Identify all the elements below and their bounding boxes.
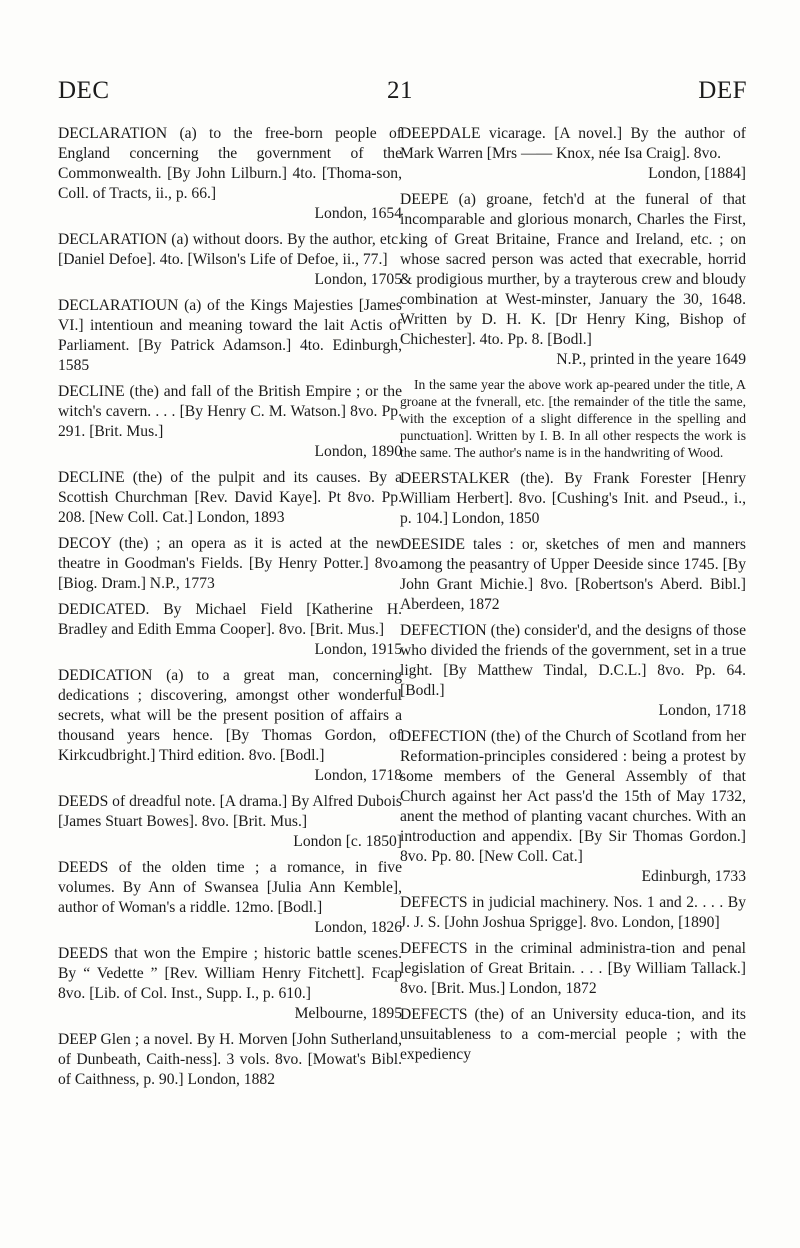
entry: DECLARATION (a) to the free-born people of England concerning the government of the Commonwealth. [By John Lilburn.] 4to. [Thoma-son, Coll. of Tracts, ii., p. 66.] London, 1654 bbox=[58, 125, 402, 222]
entry-note: In the same year the above work ap-peared under the title, A groane at the fvnerall, etc. [the remainder of the title the same, with the exception of a slight difference in the spelling and punctuation]. Written by I. B. In all other respects the work is the same. The author's name is in the handwriting of Wood. bbox=[400, 377, 746, 460]
entry: DEFECTS (the) of an University educa-tion, and its unsuitableness to a com-mercial people ; with the expediency bbox=[400, 1006, 746, 1063]
entry: DEEP Glen ; a novel. By H. Morven [John Sutherland, of Dunbeath, Caith-ness]. 3 vols. 8vo. [Mowat's Bibl. of Caithness, p. 90.] London, 1882 bbox=[58, 1031, 402, 1088]
entry: DEFECTION (the) of the Church of Scotland from her Reformation-principles considered : being a protest by some members of the General Assembly of that Church against her Act pass'd the 15th of May 1732, anent the method of planting vacant churches. With an introduction and appendix. [By Sir Thomas Gordon.] 8vo. Pp. 80. [New Coll. Cat.] Edinburgh, 1733 bbox=[400, 728, 746, 885]
entry: DEEPDALE vicarage. [A novel.] By the author of Mark Warren [Mrs —— Knox, née Isa Craig]. 8vo. London, [1884] bbox=[400, 125, 746, 182]
entry: DEEDS of the olden time ; a romance, in five volumes. By Ann of Swansea [Julia Ann Kemble], author of Woman's a riddle. 12mo. [Bodl.] London, 1826 bbox=[58, 859, 402, 936]
entry: DEDICATION (a) to a great man, concerning dedications ; discovering, amongst other wonderful secrets, what will be the present position of affairs a thousand years hence. [By Thomas Gordon, of Kirkcudbright.] Third edition. 8vo. [Bodl.] London, 1718 bbox=[58, 667, 402, 784]
page-number: 21 bbox=[387, 77, 413, 104]
entry: DECLINE (the) and fall of the British Empire ; or the witch's cavern. . . . [By Henry C. M. Watson.] 8vo. Pp. 291. [Brit. Mus.] London, 1890 bbox=[58, 383, 402, 460]
entry: DEESIDE tales : or, sketches of men and manners among the peasantry of Upper Deeside since 1745. [By John Grant Michie.] 8vo. [Robertson's Aberd. Bibl.] Aberdeen, 1872 bbox=[400, 536, 746, 613]
header-left-guideword: DEC bbox=[58, 77, 110, 104]
entry: DECLINE (the) of the pulpit and its causes. By a Scottish Churchman [Rev. David Kaye]. Pt 8vo. Pp. 208. [New Coll. Cat.] London, 1893 bbox=[58, 469, 402, 526]
left-column bbox=[58, 124, 402, 1096]
right-column bbox=[400, 124, 746, 1071]
entry: DECLARATIOUN (a) of the Kings Majesties [James VI.] intentioun and meaning toward the lait Actis of Parliament. [By Patrick Adamson.] 4to. Edinburgh, 1585 bbox=[58, 297, 402, 374]
entry: DEEPE (a) groane, fetch'd at the funeral of that incomparable and glorious monarch, Charles the First, king of Great Britaine, France and Ireland, etc. ; on whose sacred person was acted that execrable, horrid & prodigious murther, by a trayterous crew and bloudy combination at West-minster, January the 30, 1648. Written by D. H. K. [Dr Henry King, Bishop of Chichester]. 4to. Pp. 8. [Bodl.] N.P., printed in the yeare 1649 bbox=[400, 191, 746, 368]
entry: DECOY (the) ; an opera as it is acted at the new theatre in Goodman's Fields. [By Henry Potter.] 8vo. [Biog. Dram.] N.P., 1773 bbox=[58, 535, 402, 592]
entry: DEFECTION (the) consider'd, and the designs of those who divided the friends of the government, set in a true light. [By Matthew Tindal, D.C.L.] 8vo. Pp. 64. [Bodl.] London, 1718 bbox=[400, 622, 747, 719]
entry: DEEDS of dreadful note. [A drama.] By Alfred Dubois [James Stuart Bowes]. 8vo. [Brit. Mus.] London [c. 1850] bbox=[58, 793, 402, 850]
header-right-guideword: DEF bbox=[698, 77, 747, 104]
entry: DEDICATED. By Michael Field [Katherine H. Bradley and Edith Emma Cooper]. 8vo. [Brit. Mus.] London, 1915 bbox=[58, 601, 402, 658]
entry: DEFECTS in judicial machinery. Nos. 1 and 2. . . . By J. J. S. [John Joshua Sprigge]. 8vo. London, [1890] bbox=[400, 894, 746, 931]
entry: DEFECTS in the criminal administra-tion and penal legislation of Great Britain. . . . [By William Tallack.] 8vo. [Brit. Mus.] London, 1872 bbox=[400, 940, 746, 997]
entry: DEERSTALKER (the). By Frank Forester [Henry William Herbert]. 8vo. [Cushing's Init. and Pseud., i., p. 104.] London, 1850 bbox=[400, 470, 746, 527]
entry: DEEDS that won the Empire ; historic battle scenes. By “ Vedette ” [Rev. William Henry Fitchett]. Fcap 8vo. [Lib. of Col. Inst., Supp. I., p. 610.] Melbourne, 1895 bbox=[58, 945, 402, 1022]
running-header bbox=[0, 76, 800, 106]
entry: DECLARATION (a) without doors. By the author, etc. [Daniel Defoe]. 4to. [Wilson's Life of Defoe, ii., 77.] London, 1705 bbox=[58, 231, 402, 288]
